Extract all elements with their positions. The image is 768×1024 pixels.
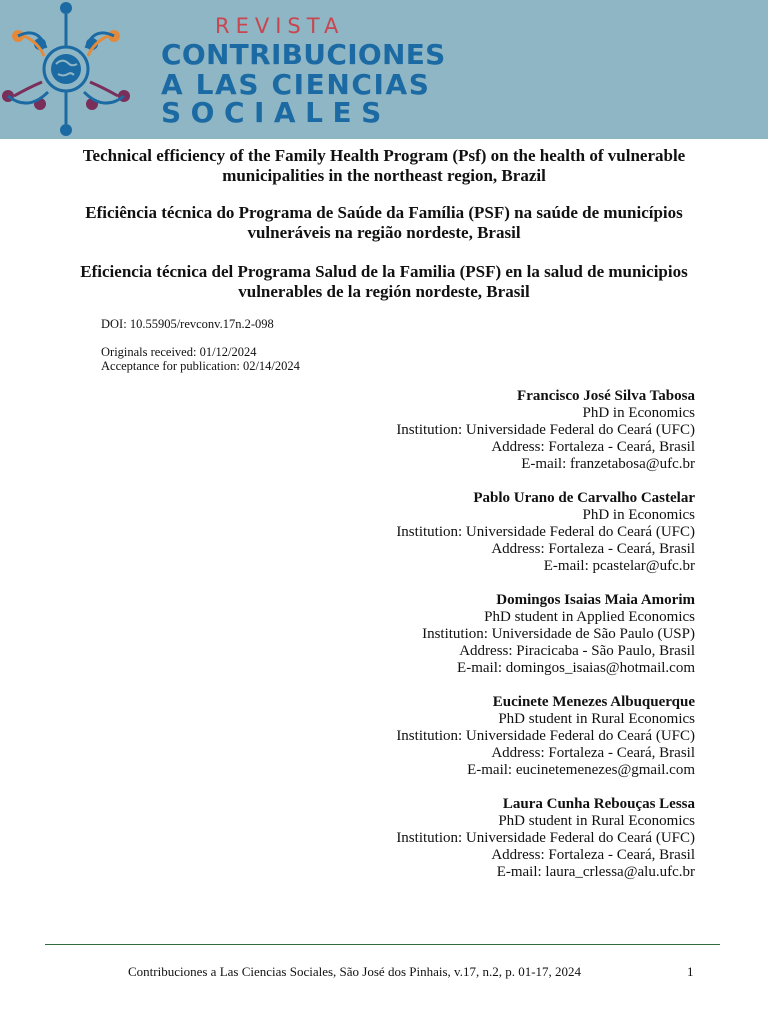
title-portuguese: Eficiência técnica do Programa de Saúde da Família (PSF) na saúde de municípios vulneráveis na região nordeste, Brasil (85, 203, 683, 242)
doi: DOI: 10.55905/revconv.17n.2-098 (101, 317, 274, 331)
author-email: E-mail: pcastelar@ufc.br (543, 558, 695, 574)
author-institution: Institution: Universidade de São Paulo (USP) (422, 626, 695, 642)
journal-banner (0, 0, 768, 139)
author-institution: Institution: Universidade Federal do Ceará (UFC) (396, 830, 695, 846)
submission-dates (101, 345, 300, 373)
author-block (396, 490, 695, 575)
author-institution: Institution: Universidade Federal do Ceará (UFC) (396, 728, 695, 744)
author-institution: Institution: Universidade Federal do Ceará (UFC) (396, 422, 695, 438)
author-email: E-mail: franzetabosa@ufc.br (521, 456, 695, 472)
accepted-date: Acceptance for publication: 02/14/2024 (101, 359, 300, 373)
author-email: E-mail: eucinetemenezes@gmail.com (467, 762, 695, 778)
author-address: Address: Fortaleza - Ceará, Brasil (491, 541, 695, 557)
author-degree: PhD in Economics (582, 405, 695, 421)
author-degree: PhD student in Applied Economics (484, 609, 695, 625)
title-spanish: Eficiencia técnica del Programa Salud de la Familia (PSF) en la salud de municipios vulnerables de la región nordeste, Brasil (80, 262, 688, 301)
author-degree: PhD in Economics (582, 507, 695, 523)
author-name: Francisco José Silva Tabosa (517, 388, 695, 404)
title-english: Technical efficiency of the Family Health Program (Psf) on the health of vulnerable municipalities in the northeast region, Brazil (82, 146, 686, 185)
author-block (396, 796, 695, 881)
author-email: E-mail: domingos_isaias@hotmail.com (457, 660, 695, 676)
author-block (396, 592, 695, 677)
journal-logo-icon (0, 0, 140, 139)
journal-kicker: REVISTA (215, 14, 345, 38)
author-list (396, 388, 695, 898)
author-name: Laura Cunha Rebouças Lessa (502, 796, 695, 812)
journal-name-line-1: CONTRIBUCIONES (161, 38, 446, 71)
author-block (396, 694, 695, 779)
author-name: Pablo Urano de Carvalho Castelar (473, 490, 695, 506)
author-block (396, 388, 695, 473)
author-institution: Institution: Universidade Federal do Ceará (UFC) (396, 524, 695, 540)
author-address: Address: Fortaleza - Ceará, Brasil (491, 439, 695, 455)
journal-name-line-2: A LAS CIENCIAS (161, 68, 431, 101)
author-degree: PhD student in Rural Economics (498, 813, 695, 829)
author-name: Domingos Isaias Maia Amorim (496, 592, 695, 608)
footer-citation: Contribuciones a Las Ciencias Sociales, São José dos Pinhais, v.17, n.2, p. 01-17, 2024 (128, 964, 582, 979)
author-degree: PhD student in Rural Economics (498, 711, 695, 727)
author-address: Address: Fortaleza - Ceará, Brasil (491, 745, 695, 761)
author-address: Address: Fortaleza - Ceará, Brasil (491, 847, 695, 863)
author-email: E-mail: laura_crlessa@alu.ufc.br (496, 864, 695, 880)
received-date: Originals received: 01/12/2024 (101, 345, 257, 359)
journal-name-line-3: SOCIALES (161, 96, 391, 129)
author-address: Address: Piracicaba - São Paulo, Brasil (459, 643, 695, 659)
author-name: Eucinete Menezes Albuquerque (492, 694, 695, 710)
page-number: 1 (687, 964, 694, 979)
footer-divider (45, 944, 720, 945)
